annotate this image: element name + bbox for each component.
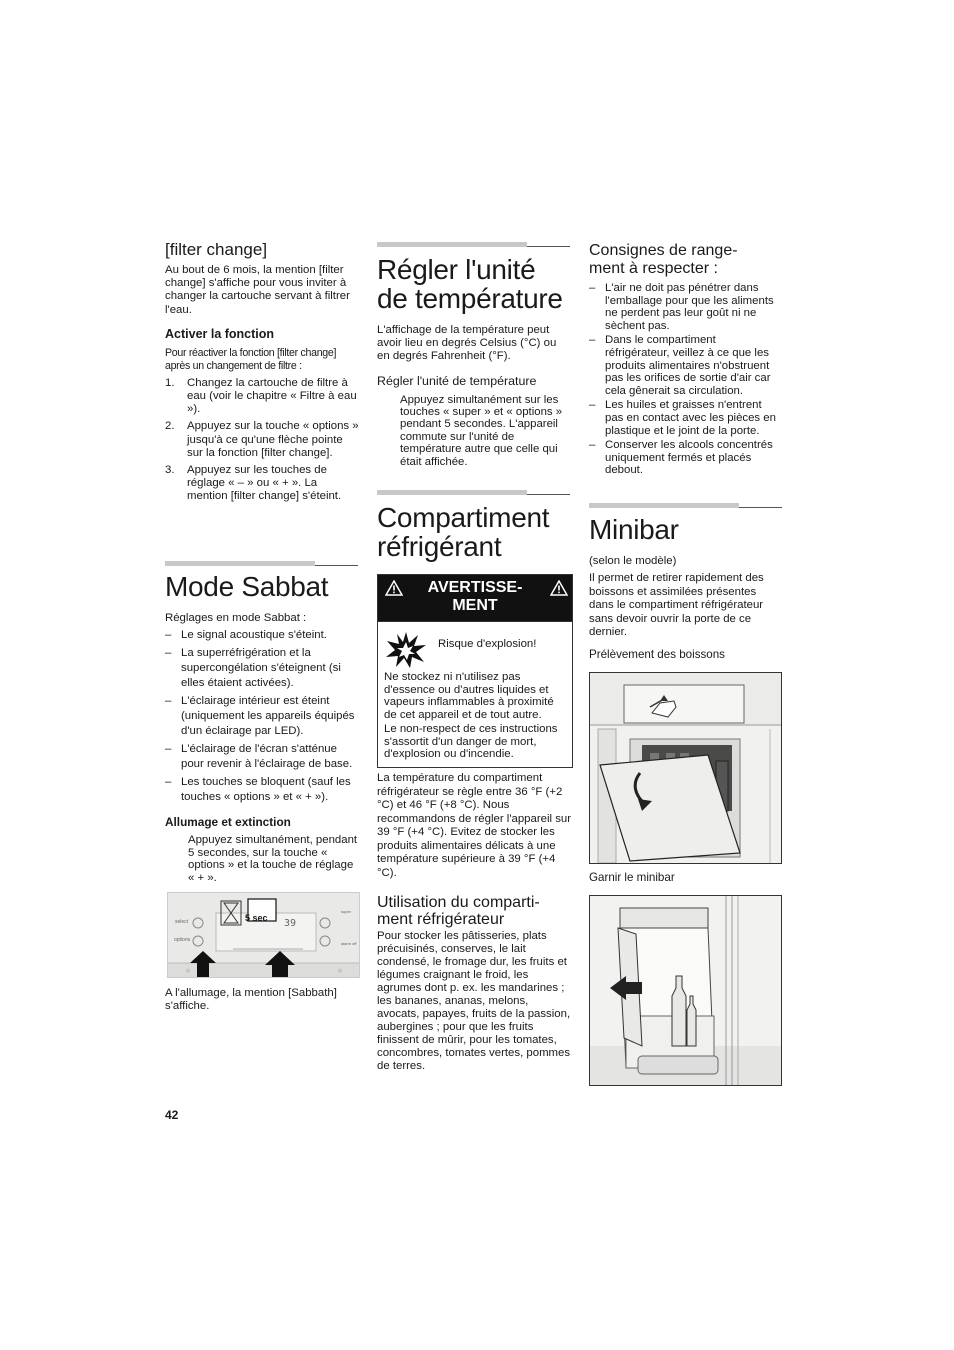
storage-section (589, 242, 783, 479)
list-item: – La superréfrigération et la supercongélation s'éteignent (si elles étaient activées). (165, 647, 341, 690)
section-rule (377, 246, 570, 247)
list-item: – Le signal acoustique s'éteint. (165, 629, 327, 642)
fridge-section (377, 503, 571, 561)
svg-text:alarm off: alarm off (341, 941, 357, 946)
minibar-subheading-2: Garnir le minibar (589, 871, 675, 884)
sabbat-title: Mode Sabbat (165, 571, 329, 602)
sabbat-lead: Réglages en mode Sabbat : (165, 612, 307, 624)
svg-text:◇: ◇ (186, 968, 190, 974)
filter-step: 1. Changez la cartouche de filtre à eau (voir le chapitre « Filtre à eau »). (165, 376, 357, 416)
filter-lead: Pour réactiver la fonction [filter change] après un changement de filtre : (165, 346, 337, 372)
warning-title-1: AVERTISSE- (427, 579, 523, 596)
minibar-remove-illustration (589, 672, 782, 864)
list-item: – L'éclairage de l'écran s'atténue pour revenir à l'éclairage de base. (165, 743, 353, 771)
unit-title-2: de température (377, 283, 563, 314)
storage-list (589, 282, 783, 477)
sabbat-list (165, 628, 360, 805)
fridge-use-heading-2: ment réfrigérateur (377, 911, 505, 928)
svg-text:super: super (341, 909, 352, 914)
control-panel-illustration (167, 892, 360, 978)
list-item: – L'air ne doit pas pénétrer dans l'emballage pour que les aliments ne perdent pas leur goût ni ne sèchent pas. (589, 282, 774, 332)
section-rule (589, 507, 782, 508)
unit-section (377, 255, 571, 468)
storage-heading-1: Consignes de range- (589, 242, 738, 259)
warning-text-1: Ne stockez ni n'utilisez pas d'essence ou d'autres liquides et vapeurs inflammables à proximité de cet appareil et de tout autre. (384, 671, 554, 721)
storage-heading-2: ment à respecter : (589, 260, 718, 277)
unit-instruction: Appuyez simultanément sur les touches « super » et « options » pendant 5 secondes. L'appareil commute sur l'unité de température autre que celle qui était affichée. (400, 393, 563, 468)
filter-intro: Au bout de 6 mois, la mention [filter change] s'affiche pour vous inviter à changer la cartouche servant à filtrer l'eau. (165, 264, 350, 316)
fridge-use-text: Pour stocker les pâtisseries, plats précuisinés, conserves, le lait condensé, le fromage dur, les fruits et légumes craignant le froid, les agrumes dont p. ex. les mandarines ; les bananes, ananas, melons, avocats, papayes, fruits de la passion, aubergines ; pour que les fruits finissent de mûrir, pour les tomates, concombres, tomates vertes, pommes de terres. (377, 930, 571, 1072)
panel-duration-label: 5 sec (245, 913, 268, 923)
list-item: – Les touches se bloquent (sauf les touches « options » et « + »). (165, 776, 351, 804)
list-item: – Dans le compartiment réfrigérateur, veillez à ce que les produits alimentaires n'obstruent pas les orifices de sortie d'air car cela gênerait sa circulation. (589, 334, 771, 397)
sabbat-section (165, 572, 360, 884)
minibar-subheading-1: Prélèvement des boissons (589, 647, 725, 661)
warning-header (378, 575, 572, 621)
filter-steps (165, 377, 359, 504)
panel-select-label: select (175, 919, 189, 925)
fridge-title-2: réfrigérant (377, 531, 502, 562)
warning-risk: Risque d'explosion! (438, 638, 537, 650)
list-item: – L'éclairage intérieur est éteint (uniquement les appareils équipés d'un éclairage par LED). (165, 695, 355, 738)
fridge-text-section (377, 772, 571, 1073)
panel-temperature: 39 (284, 918, 297, 929)
column-left (165, 240, 359, 508)
fridge-title-1: Compartiment (377, 502, 550, 533)
unit-subheading: Régler l'unité de température (377, 373, 537, 388)
warning-triangle-icon (550, 580, 568, 596)
filter-subheading: Activer la fonction (165, 326, 275, 341)
minibar-fill-illustration (589, 895, 782, 1086)
svg-text:◇: ◇ (338, 968, 342, 974)
section-rule (377, 494, 570, 495)
filter-step: 2. Appuyez sur la touche « options » jusqu'à ce qu'une flèche pointe sur la fonction [filter change]. (165, 420, 359, 459)
fridge-text: La température du compartiment réfrigérateur se règle entre 36 °F (+2 °C) et 46 °F (+8 °C). Nous recommandons de régler l'appareil sur 39 °F (+4 °C). Evitez de stocker les produits alimentaires délicats à une température supérieure à 39 °F (+4 °C). (377, 772, 572, 879)
unit-title-1: Régler l'unité (377, 254, 536, 285)
sabbat-instruction: Appuyez simultanément, pendant 5 secondes, sur la touche « options » et la touche de réglage « + ». (188, 834, 358, 884)
page-number: 42 (165, 1108, 179, 1122)
minibar-section (589, 515, 783, 661)
filter-heading: [filter change] (165, 240, 268, 259)
section-rule (165, 565, 358, 566)
warning-title-2: MENT (452, 597, 498, 614)
minibar-title: Minibar (589, 514, 679, 545)
warning-box (377, 574, 573, 768)
minibar-text: Il permet de retirer rapidement des boissons et assimilées présentes dans le compartiment réfrigérateur sans devoir ouvrir la porte de ce dernier. (589, 572, 764, 639)
panel-options-label: options (174, 937, 191, 943)
filter-step: 3. Appuyez sur les touches de réglage « – » ou « + ». La mention [filter change] s'éteint. (165, 464, 342, 503)
list-item: – Conserver les alcools concentrés uniquement fermés et placés debout. (589, 439, 773, 477)
minibar-model: (selon le modèle) (589, 555, 677, 567)
unit-intro: L'affichage de la température peut avoir lieu en degrés Celsius (°C) ou en degrés Fahrenheit (°F). (377, 324, 557, 363)
list-item: – Les huiles et graisses n'entrent pas en contact avec les pièces en plastique et le joint de la porte. (589, 399, 776, 437)
fridge-use-heading-1: Utilisation du comparti- (377, 894, 540, 911)
explosion-icon (384, 630, 428, 670)
sabbat-subheading: Allumage et extinction (165, 815, 291, 830)
warning-text-2: Le non-respect de ces instructions s'assortit d'un danger de mort, d'explosion ou d'incendie. (384, 723, 558, 760)
sabbat-caption: A l'allumage, la mention [Sabbath] s'affiche. (165, 987, 337, 1013)
